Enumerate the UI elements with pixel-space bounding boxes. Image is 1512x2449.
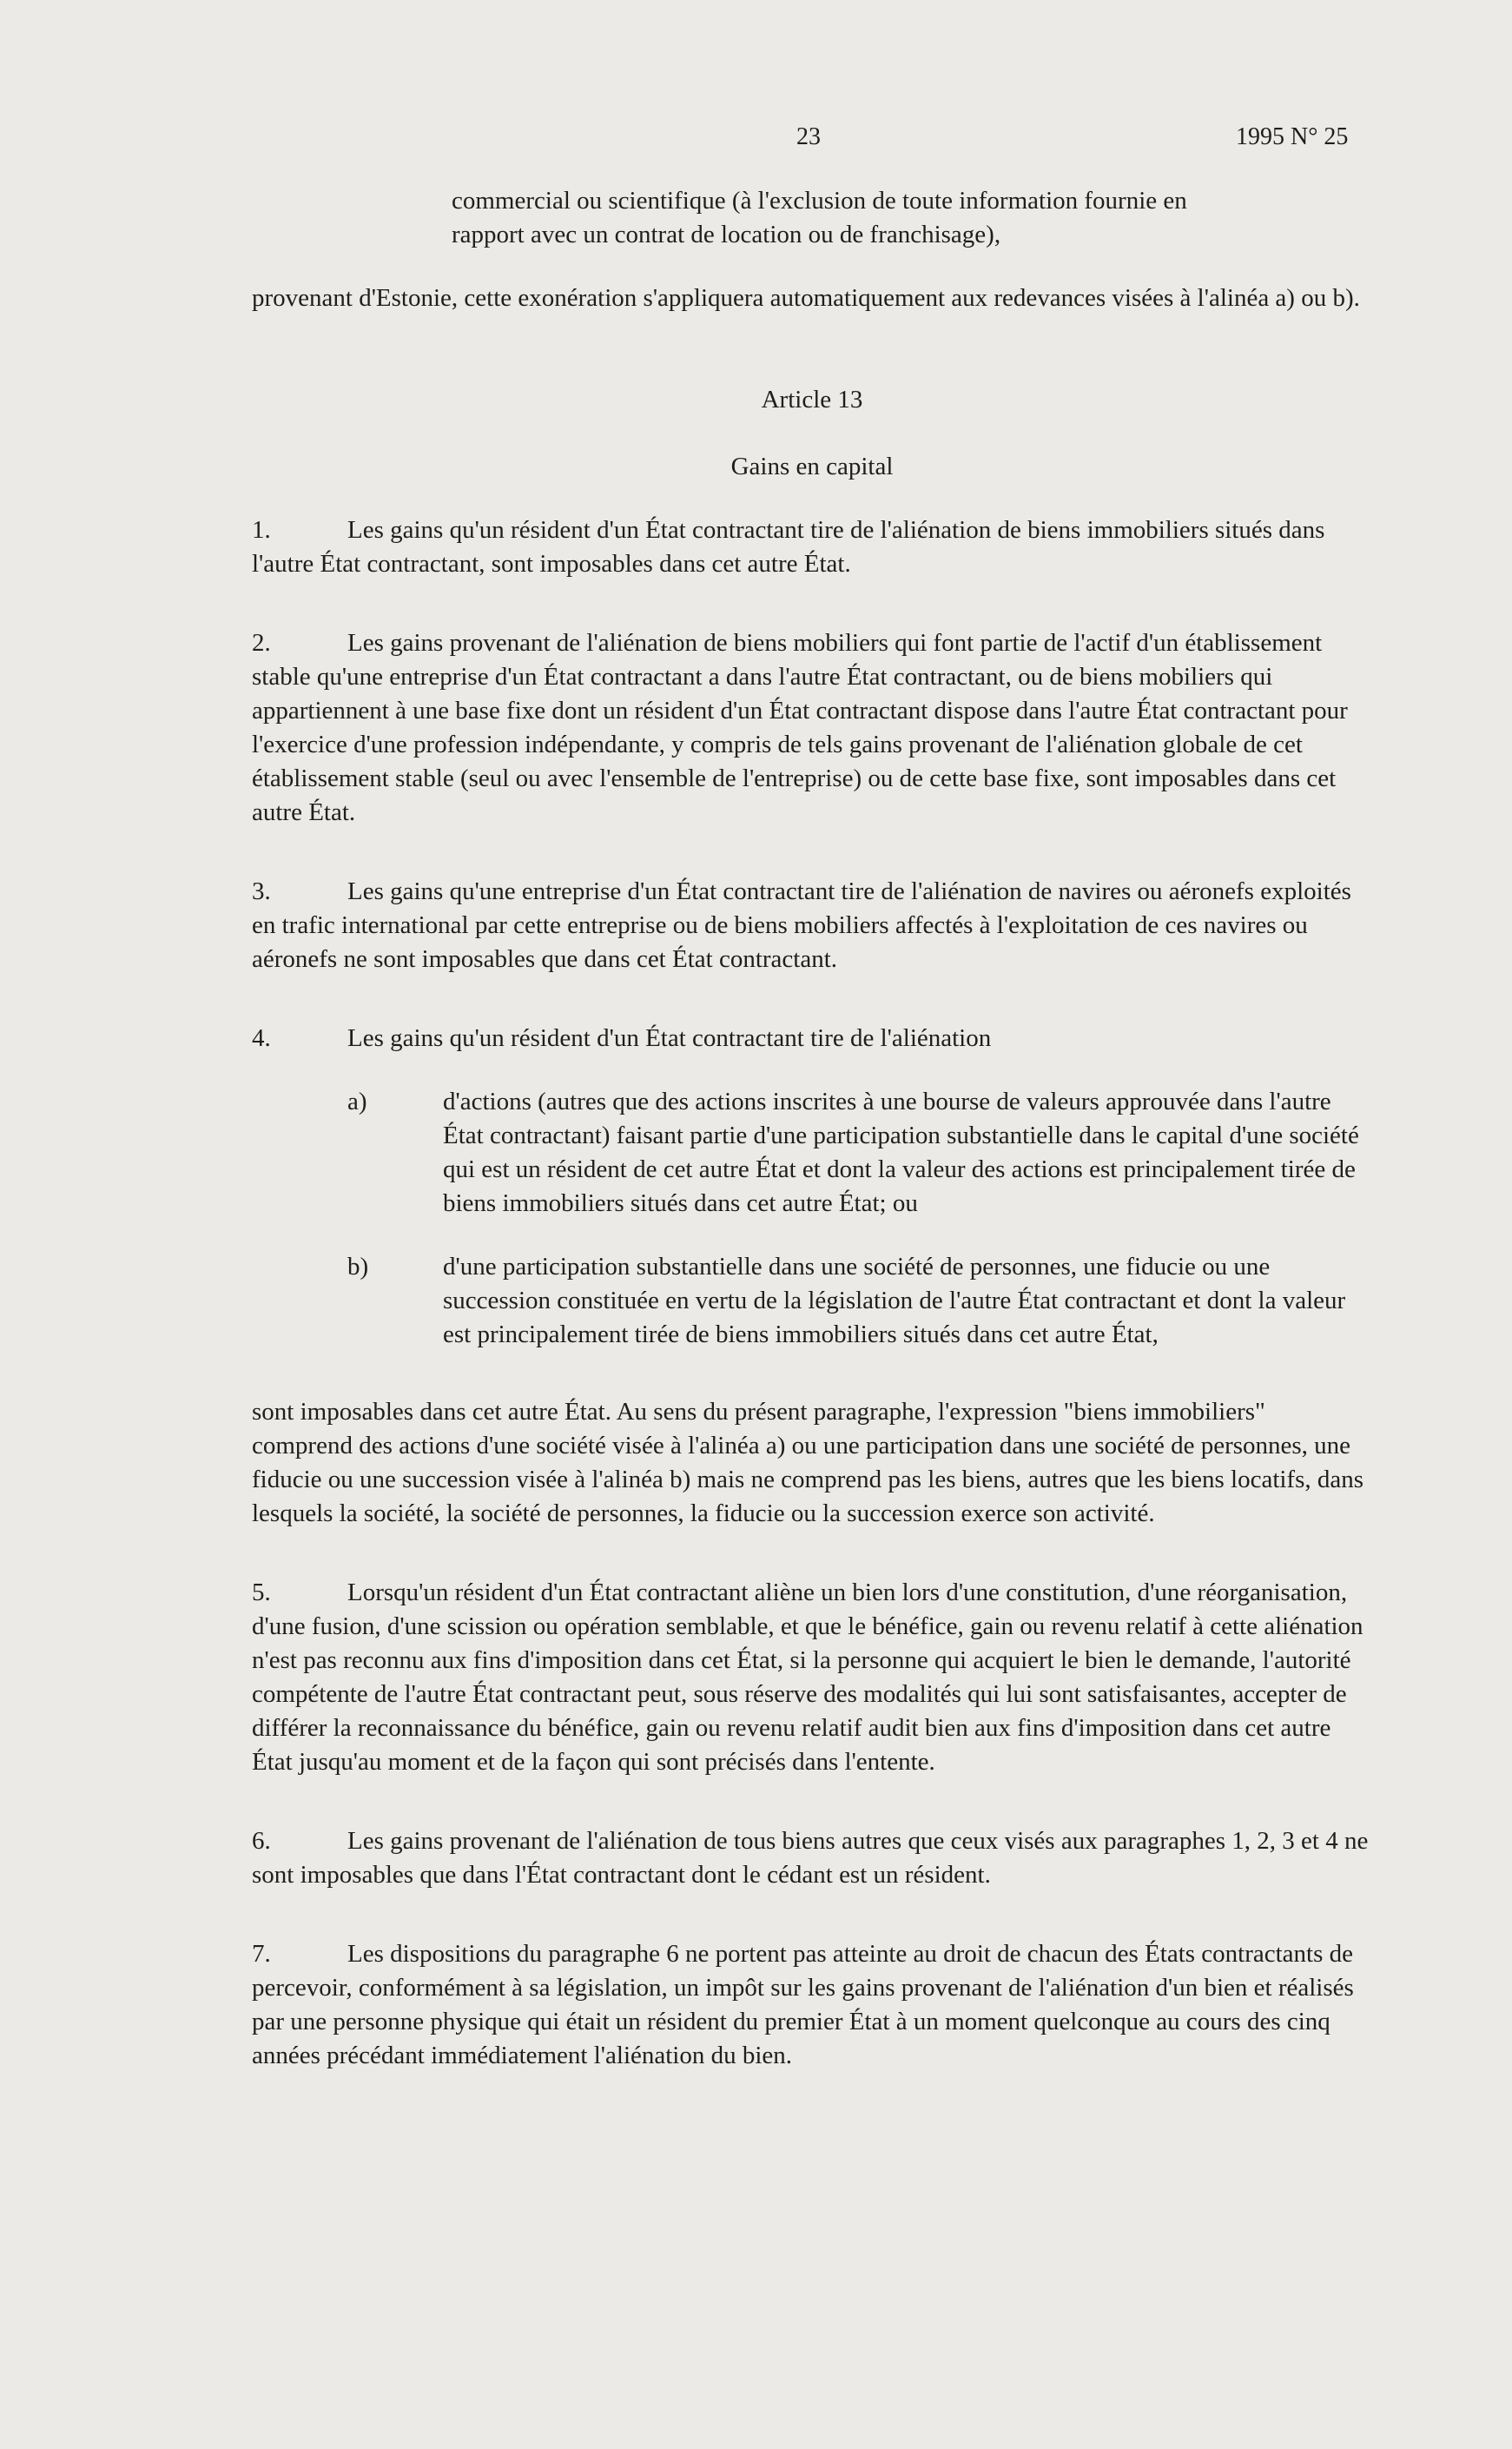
- paragraph-text: Lorsqu'un résident d'un État contractant aliène un bien lors d'une constitution, d'une réorganisation, d'une fusion, d'une scission ou opération semblable, et que le bénéfice, gain ou revenu relatif à cette aliénation n'est pas reconnu aux fins d'imposition dans cet État, si la personne qui acquiert le bien le demande, l'autorité compétente de l'autre État contractant peut, sous réserve des modalités qui lui sont satisfaisantes, accepter de différer la reconnaissance du bénéfice, gain ou revenu relatif audit bien aux fins d'imposition dans cet autre État jusqu'au moment et de la façon qui sont précisés dans l'entente.: [252, 1579, 1363, 1776]
- paragraph-7: [252, 1937, 1372, 2073]
- paragraph-6: [252, 1824, 1372, 1892]
- paragraph-text: Les gains provenant de l'aliénation de biens mobiliers qui font partie de l'actif d'un établissement stable qu'une entreprise d'un État contractant a dans l'autre État contractant, ou de biens mobiliers qui appartiennent à une base fixe dont un résident d'un État contractant dispose dans l'autre État contractant pour l'exercice d'une profession indépendante, y compris de tels gains provenant de l'aliénation globale de cet établissement stable (seul ou avec l'ensemble de l'entreprise) ou de cette base fixe, sont imposables dans cet autre État.: [252, 629, 1348, 826]
- paragraph-text: Les gains qu'une entreprise d'un État contractant tire de l'aliénation de navires ou aéronefs exploités en trafic international par cette entreprise ou de biens mobiliers affectés à l'exploitation de ces navires ou aéronefs ne sont imposables que dans cet État contractant.: [252, 877, 1351, 973]
- intro-line-1: commercial ou scientifique (à l'exclusion de toute information fournie en: [452, 187, 1187, 215]
- subparagraph-text: d'une participation substantielle dans une société de personnes, une fiducie ou une succession constituée en vertu de la législation de l'autre État contractant et dont la valeur est principalement tirée de biens immobiliers situés dans cet autre État,: [443, 1253, 1346, 1348]
- paragraph-number: 3.: [252, 877, 271, 905]
- paragraph-4-conclusion: sont imposables dans cet autre État. Au sens du présent paragraphe, l'expression "biens immobiliers" comprend des actions d'une société visée à l'alinéa a) ou une participation dans une société de personnes, une fiducie ou une succession visée à l'alinéa b) mais ne comprend pas les biens, autres que les biens locatifs, dans lesquels la société, la société de personnes, la fiducie ou la succession exerce son activité.: [252, 1398, 1364, 1527]
- paragraph-number: 4.: [252, 1024, 271, 1052]
- subparagraph-text: d'actions (autres que des actions inscrites à une bourse de valeurs approuvée dans l'autre État contractant) faisant partie d'une participation substantielle dans le capital d'une société qui est un résident de cet autre État et dont la valeur des actions est principalement tirée de biens immobiliers situés dans cet autre État; ou: [443, 1088, 1359, 1217]
- page-number: 23: [796, 123, 821, 150]
- paragraph-number: 5.: [252, 1579, 271, 1606]
- article-title: Article 13: [761, 386, 863, 414]
- subparagraph-b: [347, 1250, 1372, 1352]
- paragraph-number: 7.: [252, 1940, 271, 1968]
- paragraph-text: Les gains qu'un résident d'un État contractant tire de l'aliénation de biens immobiliers situés dans l'autre État contractant, sont imposables dans cet autre État.: [252, 516, 1325, 578]
- intro-continuation: provenant d'Estonie, cette exonération s'appliquera automatiquement aux redevances visées à l'alinéa a) ou b).: [252, 284, 1360, 312]
- paragraph-1: [252, 513, 1372, 581]
- paragraph-text: Les gains provenant de l'aliénation de tous biens autres que ceux visés aux paragraphes 1, 2, 3 et 4 ne sont imposables que dans l'État contractant dont le cédant est un résident.: [252, 1827, 1369, 1889]
- subparagraph-letter: a): [347, 1088, 367, 1115]
- document-body: [252, 184, 1372, 2073]
- paragraph-4: [252, 1022, 1372, 1056]
- paragraph-number: 1.: [252, 516, 271, 544]
- paragraph-2: [252, 626, 1372, 830]
- article-subtitle: Gains en capital: [730, 453, 894, 480]
- subparagraph-letter: b): [347, 1253, 369, 1281]
- paragraph-text: Les dispositions du paragraphe 6 ne portent pas atteinte au droit de chacun des États contractants de percevoir, conformément à sa législation, un impôt sur les gains provenant de l'aliénation d'un bien et réalisés par une personne physique qui était un résident du premier État à un moment quelconque au cours des cinq années précédant immédiatement l'aliénation du bien.: [252, 1940, 1354, 2069]
- paragraph-number: 6.: [252, 1827, 271, 1855]
- paragraph-number: 2.: [252, 629, 271, 657]
- subparagraph-a: [347, 1085, 1372, 1221]
- intro-clause: [452, 184, 1372, 252]
- paragraph-5: [252, 1576, 1372, 1779]
- paragraph-text: Les gains qu'un résident d'un État contractant tire de l'aliénation: [347, 1024, 992, 1052]
- journal-reference: 1995 N° 25: [1236, 123, 1349, 150]
- intro-line-2: rapport avec un contrat de location ou de franchisage),: [452, 221, 1001, 248]
- paragraph-3: [252, 875, 1372, 976]
